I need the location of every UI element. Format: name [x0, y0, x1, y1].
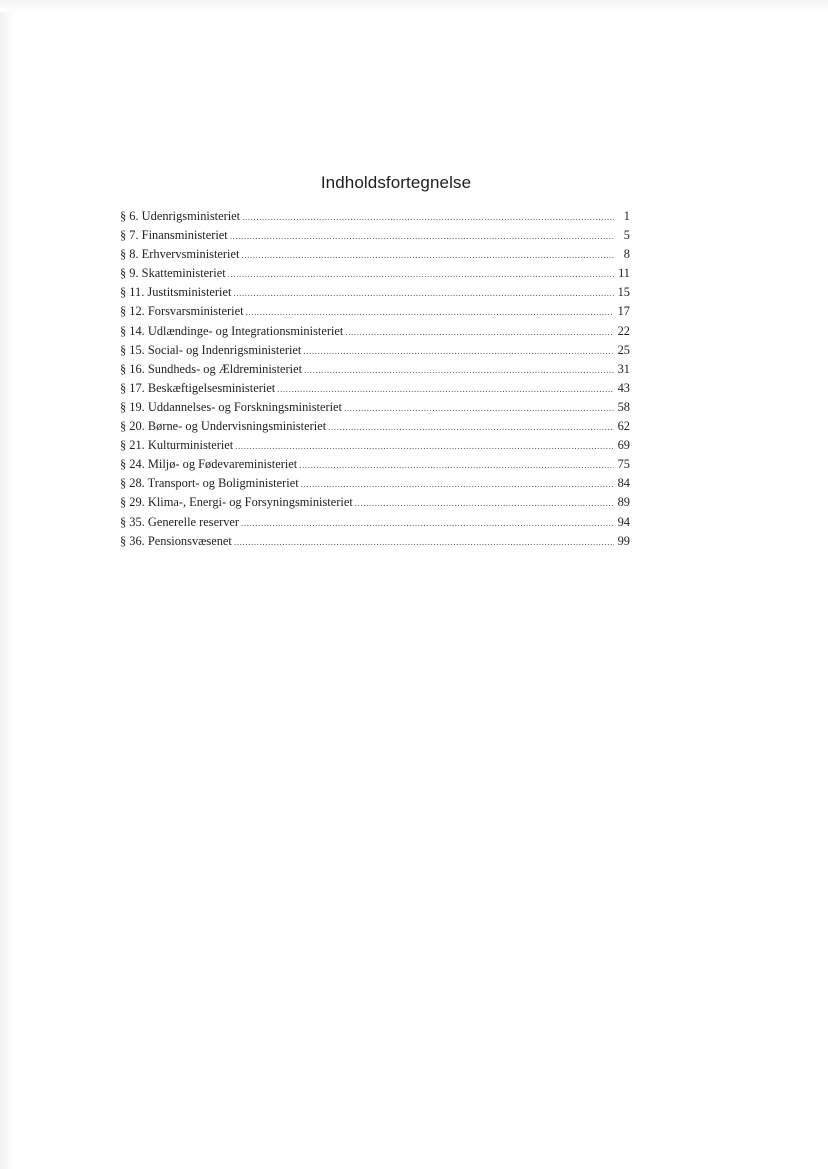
- toc-entry: [120, 493, 630, 512]
- toc-dot-leader: [303, 342, 614, 361]
- toc-dot-leader: [233, 284, 614, 303]
- toc-entry-label: § 11. Justitsministeriet: [120, 285, 232, 300]
- toc-dot-leader: [277, 380, 614, 399]
- toc-dot-leader: [241, 246, 614, 265]
- toc-dot-leader: [304, 361, 614, 380]
- toc-entry-label: § 24. Miljø- og Fødevareministeriet: [120, 457, 298, 472]
- toc-entry: [120, 398, 630, 417]
- toc-dot-leader: [228, 265, 614, 284]
- toc-entry: [120, 379, 630, 398]
- toc-entry: [120, 360, 630, 379]
- toc-dot-leader: [241, 514, 614, 533]
- toc-dot-leader: [355, 494, 614, 513]
- toc-entry-label: § 29. Klima-, Energi- og Forsyningsministeriet: [120, 495, 353, 510]
- toc-entry: [120, 207, 630, 226]
- toc-entry-label: § 36. Pensionsvæsenet: [120, 533, 232, 548]
- toc-entry-label: § 17. Beskæftigelsesministeriet: [120, 380, 276, 395]
- toc-entry-page: 84: [617, 476, 630, 491]
- toc-entry-page: 99: [617, 533, 630, 548]
- toc-entry-page: 8: [623, 247, 630, 262]
- toc-entry-page: 22: [617, 323, 630, 338]
- toc-entry-page: 15: [617, 285, 630, 300]
- toc-entry-page: 17: [617, 304, 630, 319]
- toc-entry-page: 11: [618, 266, 630, 281]
- toc-entry-page: 75: [617, 457, 630, 472]
- toc-entry-page: 5: [623, 228, 630, 243]
- toc-dot-leader: [242, 208, 614, 227]
- toc-entry: [120, 283, 630, 302]
- toc-entry-label: § 15. Social- og Indenrigsministeriet: [120, 342, 302, 357]
- toc-entry-page: 31: [617, 361, 630, 376]
- toc-entry-label: § 21. Kulturministeriet: [120, 438, 234, 453]
- toc-entry: [120, 417, 630, 436]
- toc-entry: [120, 341, 630, 360]
- toc-dot-leader: [345, 323, 614, 342]
- toc-entry-page: 58: [617, 399, 630, 414]
- toc-entry-label: § 9. Skatteministeriet: [120, 266, 226, 281]
- toc-dot-leader: [230, 227, 614, 246]
- toc-entry: [120, 302, 630, 321]
- page-title: Indholdsfortegnelse: [320, 173, 472, 193]
- toc-entry-page: 25: [617, 342, 630, 357]
- table-of-contents: [120, 207, 630, 551]
- toc-entry-page: 94: [617, 514, 630, 529]
- toc-entry-label: § 14. Udlændinge- og Integrationsministeriet: [120, 323, 344, 338]
- toc-entry-label: § 20. Børne- og Undervisningsministeriet: [120, 419, 327, 434]
- toc-entry-label: § 12. Forsvarsministeriet: [120, 304, 244, 319]
- toc-entry: [120, 474, 630, 493]
- toc-entry-label: § 6. Udenrigsministeriet: [120, 209, 241, 223]
- toc-entry-label: § 7. Finansministeriet: [120, 228, 228, 243]
- toc-entry-label: § 16. Sundheds- og Ældreministeriet: [120, 361, 303, 376]
- toc-entry-page: 62: [617, 419, 630, 434]
- toc-entry: [120, 226, 630, 245]
- toc-entry-page: 69: [617, 438, 630, 453]
- toc-entry: [120, 455, 630, 474]
- toc-dot-leader: [246, 303, 614, 322]
- toc-dot-leader: [299, 456, 614, 475]
- toc-dot-leader: [234, 533, 614, 552]
- toc-entry: [120, 264, 630, 283]
- toc-entry-label: § 19. Uddannelses- og Forskningsministeriet: [120, 399, 342, 414]
- scan-shadow-top: [0, 0, 828, 12]
- toc-entry-page: 1: [623, 209, 630, 223]
- toc-entry-label: § 35. Generelle reserver: [120, 514, 240, 529]
- toc-entry-page: 43: [617, 380, 630, 395]
- toc-dot-leader: [344, 399, 614, 418]
- toc-entry: [120, 245, 630, 264]
- toc-entry: [120, 513, 630, 532]
- toc-entry-label: § 28. Transport- og Boligministeriet: [120, 476, 299, 491]
- toc-entry-label: § 8. Erhvervsministeriet: [120, 247, 240, 262]
- toc-dot-leader: [235, 437, 614, 456]
- toc-dot-leader: [301, 475, 614, 494]
- toc-entry: [120, 532, 630, 551]
- toc-entry-page: 89: [617, 495, 630, 510]
- toc-dot-leader: [328, 418, 614, 437]
- toc-entry: [120, 436, 630, 455]
- toc-entry: [120, 322, 630, 341]
